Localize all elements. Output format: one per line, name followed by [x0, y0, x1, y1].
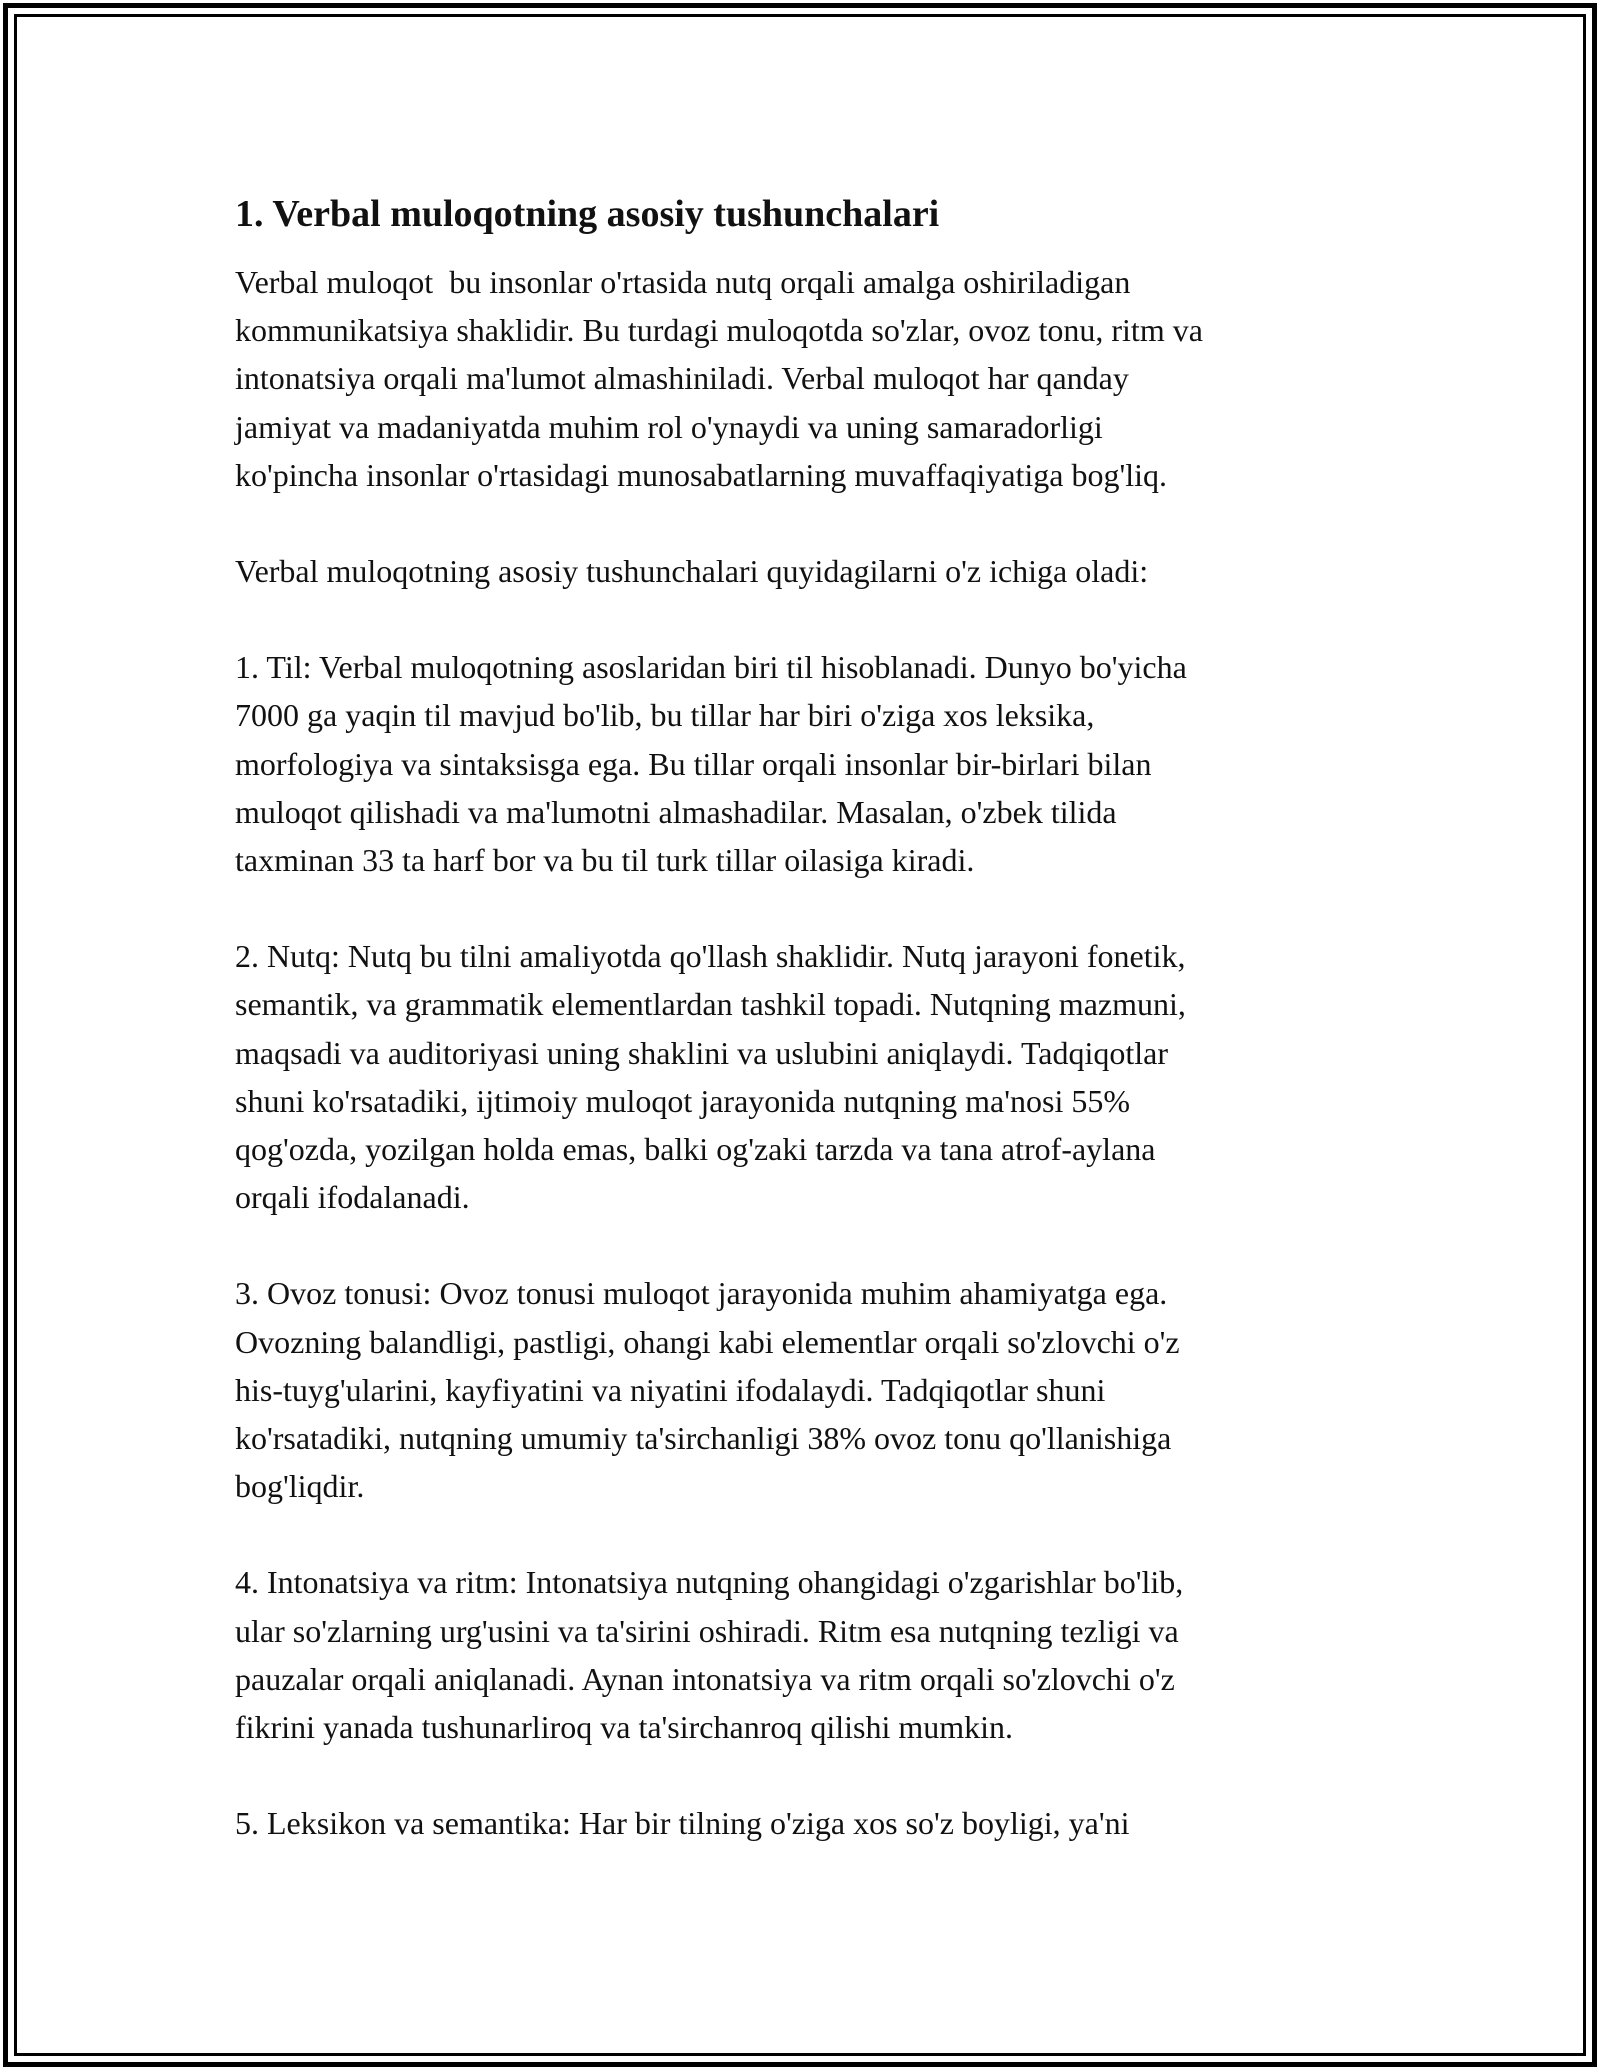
paragraph-til: 1. Til: Verbal muloqotning asoslaridan biri til hisoblanadi. Dunyo bo'yicha 7000 ga yaqin til mavjud bo'lib, bu tillar har biri o'ziga xos leksika, morfologiya va sintaksisga ega. Bu tillar orqali insonlar bir-birlari bilan muloqot qilishadi va ma'lumotni almashadilar. Masalan, o'zbek tilida taxminan 33 ta harf bor va bu til turk tillar oilasiga kiradi.: [235, 649, 1187, 879]
paragraph-nutq: 2. Nutq: Nutq bu tilni amaliyotda qo'llash shaklidir. Nutq jarayoni fonetik, semantik, va grammatik elementlardan tashkil topadi. Nutqning mazmuni, maqsadi va auditoriyasi uning shaklini va uslubini aniqlaydi. Tadqiqotlar shuni ko'rsatadiki, ijtimoiy muloqot jarayonida nutqning ma'nosi 55% qog'ozda, yozilgan holda emas, balki og'zaki tarzda va tana atrof-aylana orqali ifodalanadi.: [235, 938, 1186, 1216]
paragraph-intro: Verbal muloqot bu insonlar o'rtasida nutq orqali amalga oshiriladigan kommunikatsiya shaklidir. Bu turdagi muloqotda so'zlar, ovoz tonu, ritm va intonatsiya orqali ma'lumot almashiniladi. Verbal muloqot har qanday jamiyat va madaniyatda muhim rol o'ynaydi va uning samaradorligi ko'pincha insonlar o'rtasidagi munosabatlarning muvaffaqiyatiga bog'liq.: [235, 264, 1203, 493]
document-content: [235, 186, 1365, 1847]
paragraph-leksikon: 5. Leksikon va semantika: Har bir tilning o'ziga xos so'z boyligi, ya'ni: [235, 1805, 1130, 1842]
section-title: 1. Verbal muloqotning asosiy tushunchalari: [235, 193, 940, 235]
paragraph-ovoz-tonusi: 3. Ovoz tonusi: Ovoz tonusi muloqot jarayonida muhim ahamiyatga ega. Ovozning balandligi, pastligi, ohangi kabi elementlar orqali so'zlovchi o'z his-tuyg'ularini, kayfiyatini va niyatini ifodalaydi. Tadqiqotlar shuni ko'rsatadiki, nutqning umumiy ta'sirchanligi 38% ovoz tonu qo'llanishiga bog'liqdir.: [235, 1275, 1180, 1505]
paragraph-intonatsiya: 4. Intonatsiya va ritm: Intonatsiya nutqning ohangidagi o'zgarishlar bo'lib, ular so'zlarning urg'usini va ta'sirini oshiradi. Ritm esa nutqning tezligi va pauzalar orqali aniqlanadi. Aynan intonatsiya va ritm orqali so'zlovchi o'z fikrini yanada tushunarliroq va ta'sirchanroq qilishi mumkin.: [235, 1564, 1184, 1746]
paragraph-list-lead: Verbal muloqotning asosiy tushunchalari quyidagilarni o'z ichiga oladi:: [235, 553, 1149, 590]
